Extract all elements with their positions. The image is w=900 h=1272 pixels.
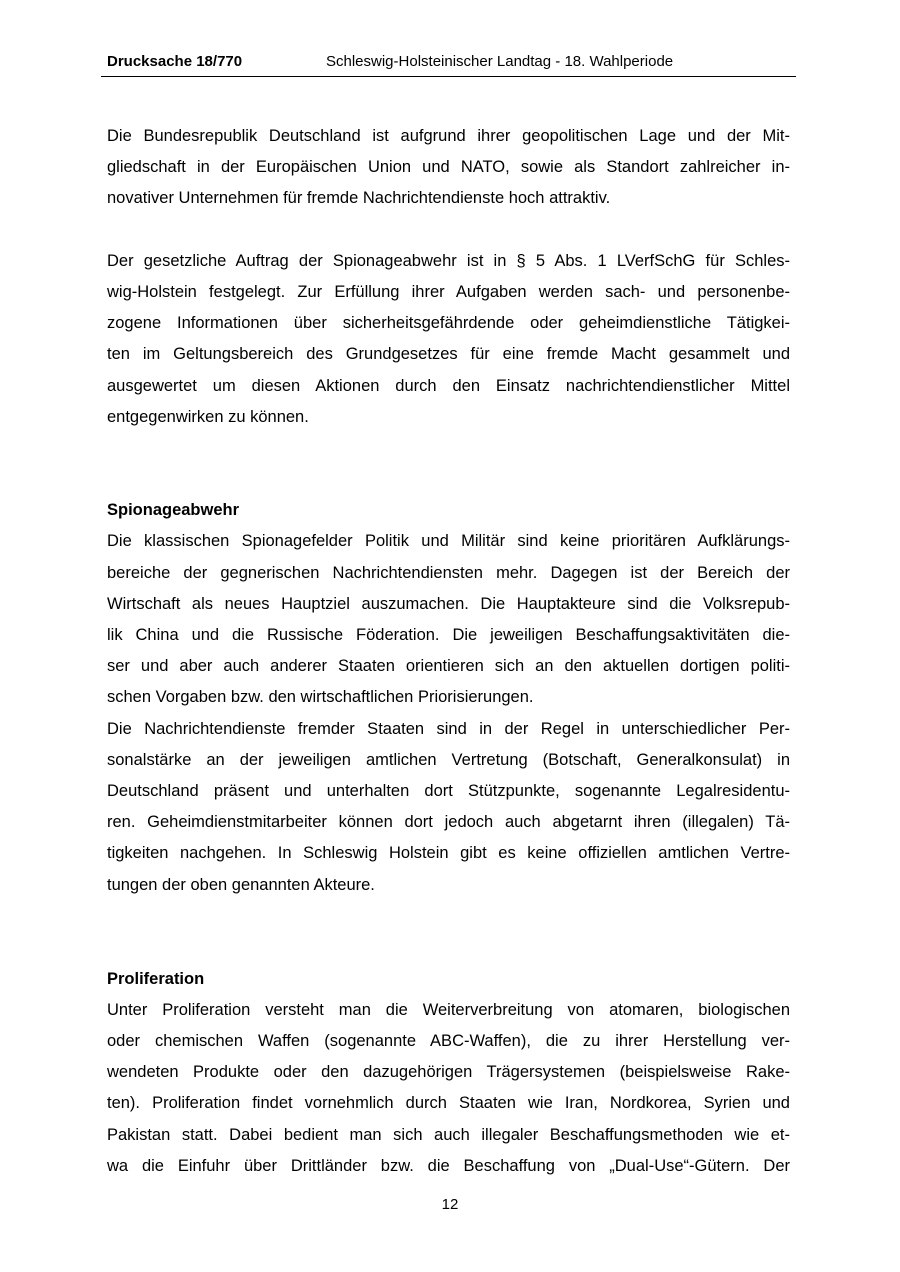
text-line: Die Nachrichtendienste fremder Staaten sind in der Regel in unterschiedlicher Per-	[107, 719, 790, 738]
text-line: ausgewertet um diesen Aktionen durch den Einsatz nachrichtendienstlicher Mittel	[107, 376, 790, 395]
text-line: entgegenwirken zu können.	[107, 407, 309, 426]
text-line: wendeten Produkte oder den dazugehörigen Trägersystemen (beispielsweise Rake-	[107, 1063, 790, 1082]
text-line: tigkeiten nachgehen. In Schleswig Holstein gibt es keine offiziellen amtlichen Vertre-	[107, 844, 790, 863]
text-line: tungen der oben genannten Akteure.	[107, 875, 375, 894]
text-line: bereiche der gegnerischen Nachrichtendiensten mehr. Dagegen ist der Bereich der	[107, 563, 790, 582]
text-line: Die klassischen Spionagefelder Politik und Militär sind keine prioritären Aufklärungs-	[107, 532, 790, 551]
section-heading: Spionageabwehr	[107, 501, 240, 520]
text-line: Wirtschaft als neues Hauptziel auszumachen. Die Hauptakteure sind die Volksrepub-	[107, 594, 790, 613]
page-number: 12	[441, 1196, 459, 1213]
text-line: ten im Geltungsbereich des Grundgesetzes für eine fremde Macht gesammelt und	[107, 345, 790, 364]
paragraph	[107, 714, 790, 901]
text-line: Unter Proliferation versteht man die Weiterverbreitung von atomaren, biologischen	[107, 1000, 790, 1019]
text-line: novativer Unternehmen für fremde Nachrichtendienste hoch attraktiv.	[107, 189, 611, 208]
text-line: Pakistan statt. Dabei bedient man sich auch illegaler Beschaffungsmethoden wie et-	[107, 1125, 790, 1144]
section-heading: Proliferation	[107, 969, 205, 988]
text-line: gliedschaft in der Europäischen Union und NATO, sowie als Standort zahlreicher in-	[107, 158, 790, 177]
text-line: ten). Proliferation findet vornehmlich durch Staaten wie Iran, Nordkorea, Syrien und	[107, 1094, 790, 1113]
text-line: ser und aber auch anderer Staaten orientieren sich an den aktuellen dortigen politi-	[107, 657, 790, 676]
paragraph	[107, 121, 790, 215]
text-line: schen Vorgaben bzw. den wirtschaftlichen Priorisierungen.	[107, 688, 534, 707]
text-line: Die Bundesrepublik Deutschland ist aufgrund ihrer geopolitischen Lage und der Mit-	[107, 127, 790, 145]
document-number: Drucksache 18/770	[107, 53, 243, 70]
text-line: ren. Geheimdienstmitarbeiter können dort jedoch auch abgetarnt ihren (illegalen) Tä-	[107, 813, 790, 832]
section-spionageabwehr	[107, 495, 790, 713]
text-line: sonalstärke an der jeweiligen amtlichen Vertretung (Botschaft, Generalkonsulat) in	[107, 750, 790, 769]
text-line: zogene Informationen über sicherheitsgefährdende oder geheimdienstliche Tätigkei-	[107, 314, 790, 333]
document-body	[107, 121, 790, 1182]
paragraph	[107, 246, 790, 433]
text-line: Der gesetzliche Auftrag der Spionageabwehr ist in § 5 Abs. 1 LVerfSchG für Schles-	[107, 251, 790, 270]
text-line: Deutschland präsent und unterhalten dort Stützpunkte, sogenannte Legalresidentu-	[107, 781, 790, 800]
text-line: lik China und die Russische Föderation. Die jeweiligen Beschaffungsaktivitäten die-	[107, 626, 790, 645]
text-line: oder chemischen Waffen (sogenannte ABC-Waffen), die zu ihrer Herstellung ver-	[107, 1032, 790, 1051]
text-line: wig-Holstein festgelegt. Zur Erfüllung ihrer Aufgaben werden sach- und personenbe-	[107, 282, 790, 301]
section-proliferation	[107, 964, 790, 1182]
text-line: wa die Einfuhr über Drittländer bzw. die Beschaffung von „Dual-Use“-Gütern. Der	[107, 1156, 790, 1175]
page-header	[101, 52, 796, 77]
parliament-title: Schleswig-Holsteinischer Landtag - 18. Wahlperiode	[326, 53, 674, 70]
